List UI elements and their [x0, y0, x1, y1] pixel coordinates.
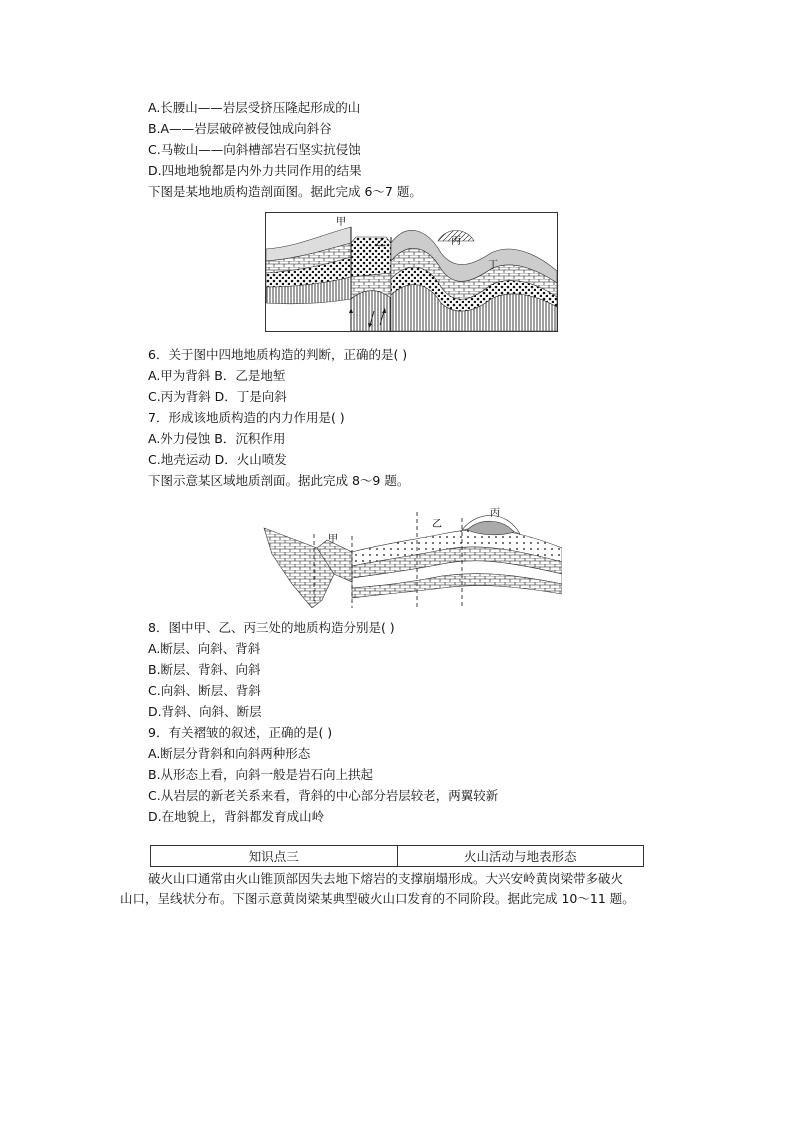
fig2-label-jia: 甲 — [328, 534, 338, 545]
q9-option-d: D.在地貌上，背斜都发育成山岭 — [148, 809, 325, 824]
fig1-label-ding: 丁 — [488, 260, 498, 271]
knowledge-point-title: 火山活动与地表形态 — [397, 846, 644, 866]
q5-option-d: D.四地地貌都是内外力共同作用的结果 — [148, 163, 362, 178]
q6-stem: 6．关于图中四地地质构造的判断，正确的是( ) — [148, 347, 408, 362]
knowledge-point-table — [150, 845, 644, 867]
q9-option-b: B.从形态上看，向斜一般是岩石向上拱起 — [148, 767, 374, 782]
q8-option-c: C.向斜、断层、背斜 — [148, 683, 261, 698]
q8-option-b: B.断层、背斜、向斜 — [148, 662, 261, 677]
q6-options-row1: A.甲为背斜 B．乙是地堑 — [148, 368, 286, 383]
q7-options-row2: C.地壳运动 D．火山喷发 — [148, 452, 287, 467]
q5-option-a: A.长腰山——岩层受挤压隆起形成的山 — [148, 100, 361, 115]
geologic-profile-figure-1 — [265, 212, 558, 332]
intro-8-9: 下图示意某区域地质剖面。据此完成 8～9 题。 — [148, 473, 410, 488]
q5-option-b: B.A——岩层破碎被侵蚀成向斜谷 — [148, 121, 332, 136]
q8-option-d: D.背斜、向斜、断层 — [148, 704, 262, 719]
q5-option-c: C.马鞍山——向斜槽部岩石坚实抗侵蚀 — [148, 142, 361, 157]
paragraph-line-1: 破火山口通常由火山锥顶部因失去地下熔岩的支撑崩塌形成。大兴安岭黄岗梁带多破火 — [148, 871, 624, 886]
fig1-label-jia: 甲 — [336, 217, 346, 228]
q9-option-a: A.断层分背斜和向斜两种形态 — [148, 746, 311, 761]
q6-options-row2: C.丙为背斜 D．丁是向斜 — [148, 389, 287, 404]
q9-stem: 9．有关褶皱的叙述，正确的是( ) — [148, 725, 333, 740]
paragraph-line-2: 山口，呈线状分布。下图示意黄岗梁某典型破火山口发育的不同阶段。据此完成 10～11 题。 — [120, 891, 635, 906]
fig2-label-yi: 乙 — [432, 519, 442, 530]
fig1-label-bing: 丙 — [451, 236, 461, 247]
q9-option-c: C.从岩层的新老关系来看，背斜的中心部分岩层较老，两翼较新 — [148, 788, 499, 803]
geologic-profile-figure-2 — [262, 504, 562, 608]
fig1-label-yi: 乙 — [376, 238, 386, 249]
intro-6-7: 下图是某地地质构造剖面图。据此完成 6～7 题。 — [148, 184, 422, 199]
geologic-profile-drawing-2 — [262, 504, 562, 608]
q7-options-row1: A.外力侵蚀 B．沉积作用 — [148, 431, 286, 446]
geologic-profile-drawing-1 — [266, 213, 557, 331]
q8-stem: 8．图中甲、乙、丙三处的地质构造分别是( ) — [148, 620, 395, 635]
knowledge-point-number: 知识点三 — [248, 849, 299, 864]
q8-option-a: A.断层、向斜、背斜 — [148, 641, 261, 656]
fig2-label-bing: 丙 — [490, 508, 500, 519]
q7-stem: 7．形成该地质构造的内力作用是( ) — [148, 410, 345, 425]
